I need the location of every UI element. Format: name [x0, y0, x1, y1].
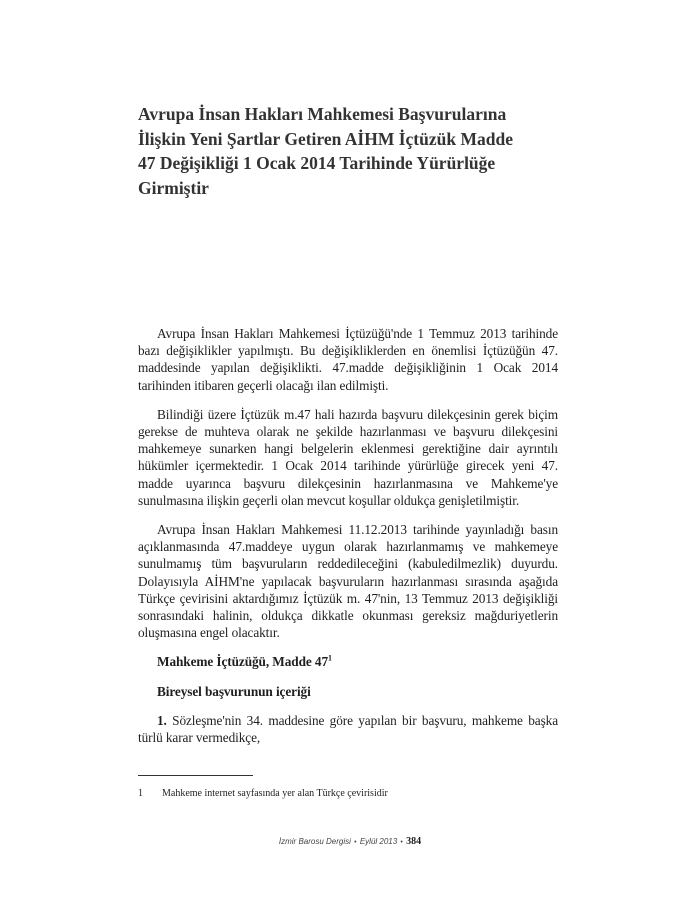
footnote-text: Mahkeme internet sayfasında yer alan Türkçe çevirisidir [162, 788, 388, 799]
page-number: 384 [406, 836, 422, 847]
title-line: İlişkin Yeni Şartlar Getiren AİHM İçtüzük Madde [138, 128, 513, 149]
article-title [138, 102, 558, 200]
footnote-reference: 1 [328, 654, 332, 664]
title-line: Avrupa İnsan Hakları Mahkemesi Başvurularına [138, 104, 507, 124]
article-body [138, 325, 558, 758]
body-paragraph: Avrupa İnsan Hakları Mahkemesi 11.12.2013 tarihinde yayınladığı basın açıklanmasında 47.maddeye uygun olarak hazırlanmamış ve mahkemeye sunulmamış tüm başvuruların reddedileceğini (kabuledilmezlik) duyurdu. Dolayısıyla AİHM'ne yapılacak başvuruların hazırlanması sırasında aşağıda Türkçe çevirisini aktardığımız İçtüzük m. 47'nin, 13 Temmuz 2013 değişikliği sonrasındaki halinin, oldukça dikkatle okunması gereksiz mağduriyetlerin oluşmasına engel olacaktır. [138, 522, 558, 641]
item-number: 1. [157, 712, 167, 728]
item-text: Sözleşme'nin 34. maddesine göre yapılan bir başvuru, mahkeme başka türlü karar vermedikçe, [138, 712, 558, 746]
issue-date: Eylül 2013 [359, 837, 398, 846]
title-line: Girmiştir [138, 177, 209, 198]
footnote-divider [138, 775, 253, 776]
body-paragraph: Avrupa İnsan Hakları Mahkemesi İçtüzüğü'nde 1 Temmuz 2013 tarihinde bazı değişiklikler yapılmıştı. Bu değişikliklerden en önemlisi İçtüzüğün 47. maddesinde yapılan değişiklikti. 47.madde değişikliğinin 1 Ocak 2014 tarihinden itibaren geçerli olacağı ilan edilmişti. [138, 326, 558, 393]
subsection-heading: Bireysel başvurunun içeriği [157, 683, 311, 699]
journal-name: İzmir Barosu Dergisi [278, 837, 351, 846]
bullet-separator: • [400, 839, 403, 846]
numbered-item [138, 712, 558, 746]
footnote [138, 787, 558, 800]
body-paragraph: Bilindiği üzere İçtüzük m.47 hali hazırda başvuru dilekçesinin gerek biçim gerekse de muhteva olarak ne şekilde hazırlanması ve başvuru dilekçesini mahkemeye sunarken hangi belgelerin eklenmesi gerektiğine dair ayrıntılı hükümler içermektedir. 1 Ocak 2014 tarihinde yürürlüğe girecek yeni 47. madde uyarınca başvuru dilekçesinin hazırlanmasına ve Mahkeme'ye sunulmasına ilişkin geçerli olan mevcut koşullar oldukça genişletilmiştir. [138, 406, 558, 508]
page-footer [0, 836, 700, 847]
footnote-number: 1 [138, 788, 143, 799]
section-heading-text: Mahkeme İçtüzüğü, Madde 47 [157, 654, 328, 670]
title-line: 47 Değişikliği 1 Ocak 2014 Tarihinde Yürürlüğe [138, 153, 496, 173]
section-heading [138, 653, 558, 670]
bullet-separator: • [354, 839, 357, 846]
